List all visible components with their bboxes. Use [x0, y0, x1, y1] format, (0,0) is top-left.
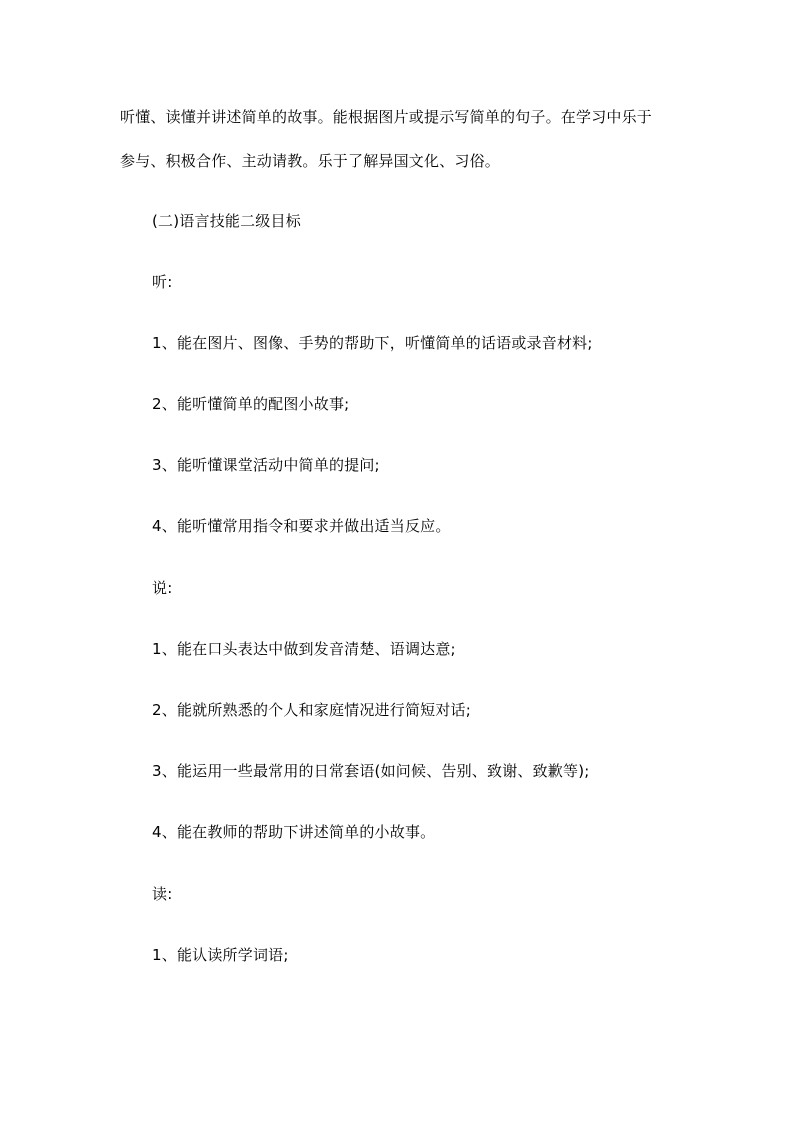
listening-item-2: 2、能听懂简单的配图小故事; — [152, 395, 350, 413]
listening-heading: 听: — [152, 273, 173, 291]
speaking-heading: 说: — [152, 579, 173, 597]
reading-heading: 读: — [152, 885, 173, 903]
speaking-item-1: 1、能在口头表达中做到发音清楚、语调达意; — [152, 640, 456, 658]
listening-item-4: 4、能听懂常用指令和要求并做出适当反应。 — [152, 517, 451, 535]
listening-item-1: 1、能在图片、图像、手势的帮助下，听懂简单的话语或录音材料; — [152, 334, 593, 352]
intro-paragraph-line-1: 听懂、读懂并讲述简单的故事。能根据图片或提示写简单的句子。在学习中乐于 — [120, 108, 653, 126]
speaking-item-2: 2、能就所熟悉的个人和家庭情况进行简短对话; — [152, 701, 471, 719]
intro-paragraph-line-2: 参与、积极合作、主动请教。乐于了解异国文化、习俗。 — [120, 152, 501, 170]
speaking-item-4: 4、能在教师的帮助下讲述简单的小故事。 — [152, 823, 436, 841]
listening-item-3: 3、能听懂课堂活动中简单的提问; — [152, 456, 380, 474]
reading-item-1: 1、能认读所学词语; — [152, 946, 289, 964]
speaking-item-3: 3、能运用一些最常用的日常套语(如问候、告别、致谢、致歉等); — [152, 762, 590, 780]
section-heading: (二)语言技能二级目标 — [152, 212, 301, 230]
